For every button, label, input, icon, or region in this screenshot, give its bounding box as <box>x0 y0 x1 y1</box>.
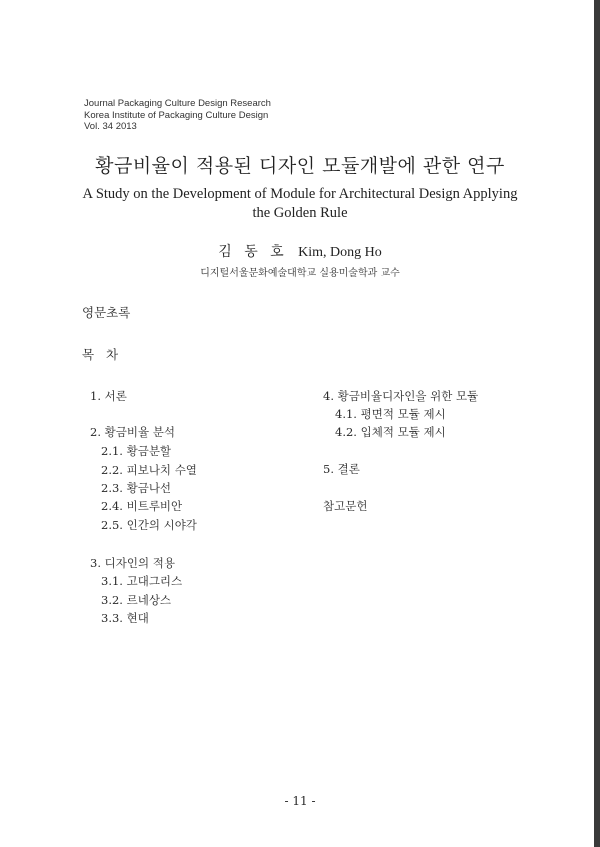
author <box>0 241 600 261</box>
journal-volume: Vol. 34 2013 <box>84 121 137 132</box>
toc-subitem: 2.4. 비트루비안 <box>101 499 183 513</box>
abstract-heading: 영문초록 <box>82 305 131 320</box>
author-korean: 김 동 호 <box>218 244 288 260</box>
toc-subitem: 3.2. 르네상스 <box>101 593 172 607</box>
toc-subitem: 2.1. 황금분할 <box>101 444 172 458</box>
toc-subitem: 2.3. 황금나선 <box>101 481 172 495</box>
title-korean: 황금비율이 적용된 디자인 모듈개발에 관한 연구 <box>95 155 505 177</box>
journal-name: Journal Packaging Culture Design Research <box>84 98 271 109</box>
page-number: - 11 - <box>284 794 316 808</box>
journal-header <box>84 98 271 133</box>
toc-subitem: 3.3. 현대 <box>101 611 149 625</box>
toc-item: 1. 서론 <box>90 389 127 403</box>
toc-item: 2. 황금비율 분석 <box>90 425 175 439</box>
toc-subitem: 2.5. 인간의 시야각 <box>101 518 197 532</box>
toc-subitem: 2.2. 피보나치 수열 <box>101 463 197 477</box>
toc-item: 참고문헌 <box>323 499 368 513</box>
author-english: Kim, Dong Ho <box>298 245 382 260</box>
toc-item: 4. 황금비율디자인을 위한 모듈 <box>323 389 479 403</box>
toc-subitem: 3.1. 고대그리스 <box>101 574 183 588</box>
title-english: A Study on the Development of Module for Architectural Design Applying the Golden Rule <box>82 186 518 221</box>
toc-subitem: 4.2. 입체적 모듈 제시 <box>335 425 446 439</box>
toc-subitem: 4.1. 평면적 모듈 제시 <box>335 407 446 421</box>
author-affiliation: 디지털서울문화예술대학교 실용미술학과 교수 <box>200 268 400 279</box>
journal-publisher: Korea Institute of Packaging Culture Design <box>84 109 269 121</box>
toc-item: 3. 디자인의 적용 <box>90 556 175 570</box>
page-edge <box>594 0 600 847</box>
toc-heading: 목 차 <box>82 347 123 362</box>
toc-item: 5. 결론 <box>323 462 360 476</box>
